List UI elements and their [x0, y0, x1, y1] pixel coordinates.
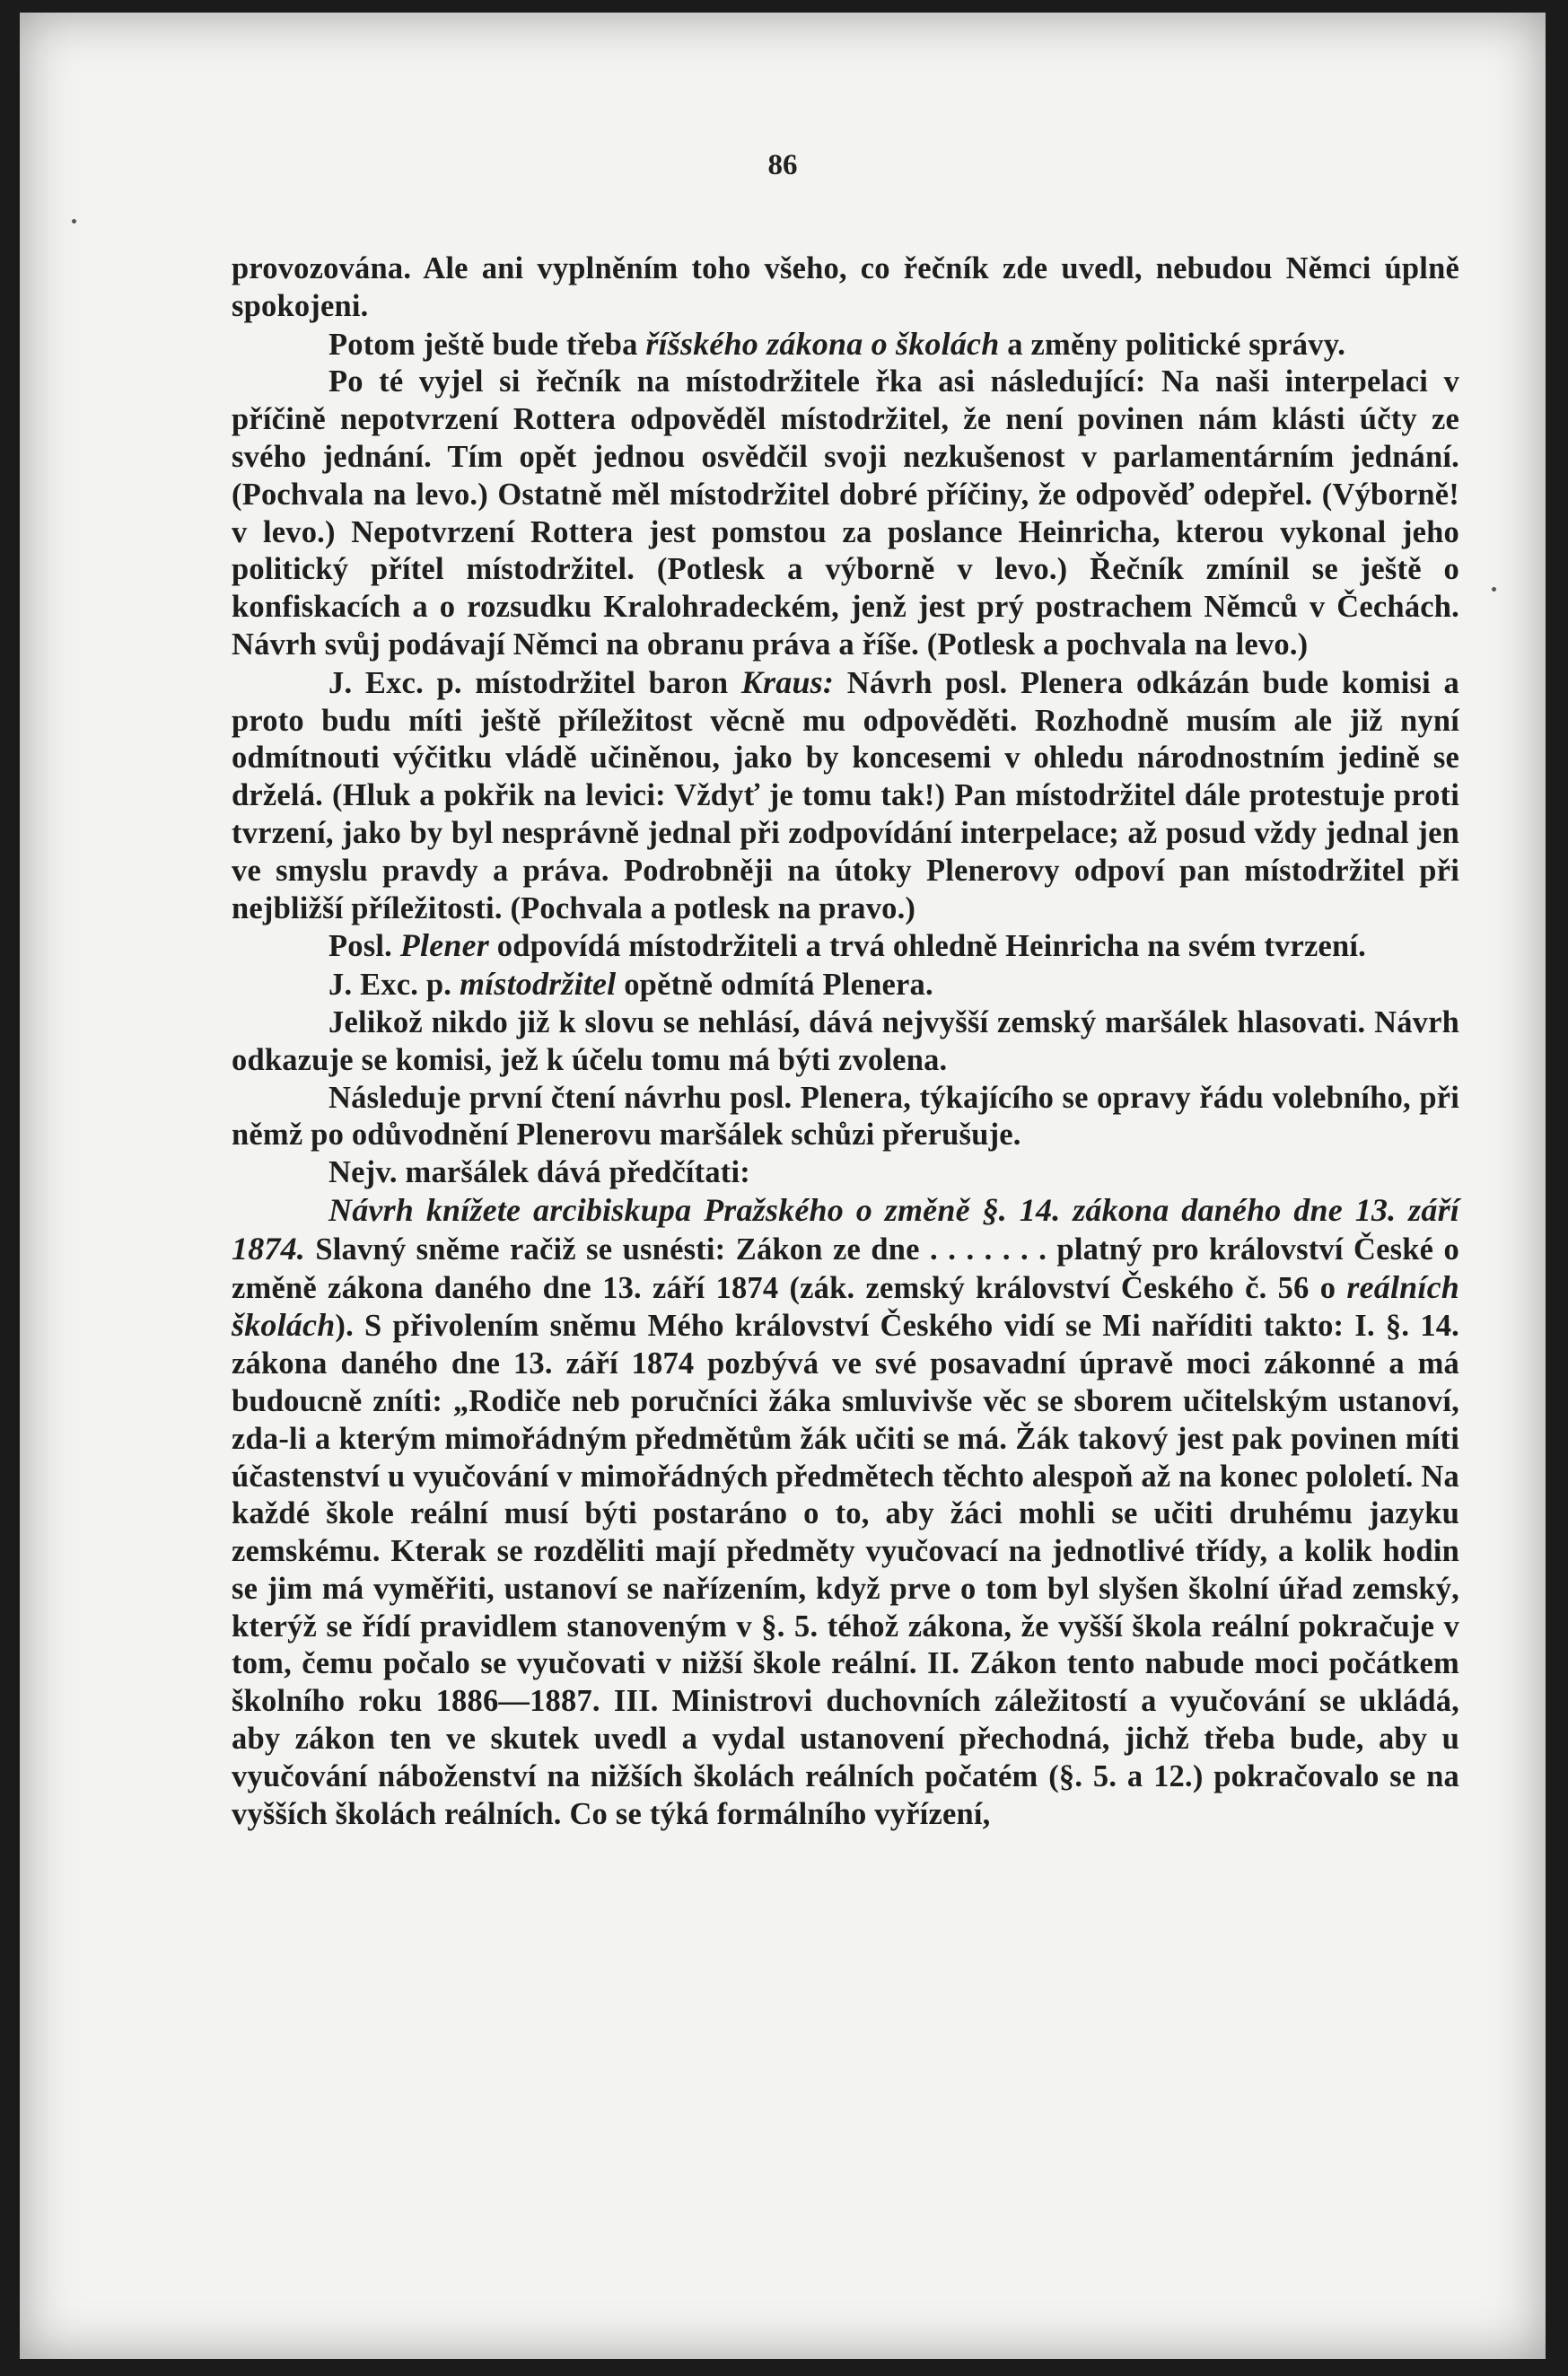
- paragraph: [232, 1154, 1459, 1192]
- text-run: Následuje první čtení návrhu posl. Plenera, týkajícího se opravy řádu volebního, při němž po odůvodnění Plenerovu maršálek schůzi přerušuje.: [232, 1080, 1459, 1153]
- italic-run: Kraus:: [740, 663, 835, 700]
- text-run: Jelikož nikdo již k slovu se nehlásí, dává nejvyšší zemský maršálek hlasovati. Návrh odkazuje se komisi, jež k účelu tomu má býti zvolena.: [232, 1004, 1459, 1077]
- italic-run: Plener: [399, 927, 489, 964]
- text-run: Slavný sněme račiž se usnésti: Zákon ze dne . . . . . . . platný pro království České o změně zákona daného dne 13. září 1874 (zák. zemský království Českého č. 56 o: [232, 1232, 1459, 1305]
- paragraph: [232, 326, 1459, 364]
- text-run: odpovídá místodržiteli a trvá ohledně Heinricha na svém tvrzení.: [488, 929, 1366, 964]
- italic-run: místodržitel: [459, 966, 617, 1003]
- ink-speck: [72, 219, 76, 224]
- paragraph: [232, 1004, 1459, 1080]
- text-run: Po té vyjel si řečník na místodržitele řka asi následující: Na naši interpelaci v příčině nepotvrzení Rottera odpověděl místodržitel, že není povinen nám klásti účty ze svého jednání. Tím opět jednou osvědčil svoji nezkušenost v parlamentárním jednání. (Pochvala na levo.) Ostatně měl místodržitel dobré příčiny, že odpověď odepřel. (Výborně! v levo.) Nepotvrzení Rottera jest pomstou za poslance Heinricha, kterou vykonal jeho politický přítel místodržitel. (Potlesk a výborně v levo.) Řečník zmínil se ještě o konfiskacích a o rozsudku Kralohradeckém, jenž jest prý postrachem Němců v Čechách. Návrh svůj podávají Němci na obranu práva a říše. (Potlesk a pochvala na levo.): [232, 364, 1459, 662]
- paragraph: [232, 364, 1459, 663]
- text-run: a změny politické správy.: [999, 327, 1346, 362]
- italic-run: říšského zákona o školách: [645, 325, 1000, 362]
- paragraph: [232, 966, 1459, 1004]
- paragraph: [232, 1192, 1459, 1834]
- text-run: Posl.: [328, 929, 400, 964]
- text-run: Nejv. maršálek dává předčítati:: [328, 1155, 750, 1190]
- text-run: provozována. Ale ani vyplněním toho všeho, co řečník zde uvedl, nebudou Němci úplně spokojeni.: [232, 251, 1459, 323]
- text-run: J. Exc. p.: [328, 968, 460, 1003]
- paragraph: [232, 1080, 1459, 1155]
- paragraph: [232, 664, 1459, 928]
- italic-run: Návrh knížete arcibiskupa Pražského o změně §. 14. zákona daného dne 13. září 1874.: [232, 1191, 1459, 1267]
- text-run: opětně odmítá Plenera.: [616, 968, 933, 1003]
- italic-run: reálních školách: [232, 1268, 1459, 1344]
- scanned-page: [20, 13, 1546, 2359]
- text-run: J. Exc. p. místodržitel baron: [328, 665, 741, 700]
- text-run: ). S přivolením sněmu Mého království Českého vidí se Mi naříditi takto: I. §. 14. zákona daného dne 13. září 1874 pozbývá ve své posavadní úpravě moci zákonné a má budoucně zníti: „Rodiče neb poručníci žáka smluvivše věc se sborem učitelským ustanoví, zda-li a kterým mimořádným předmětům žák učiti se má. Žák takový jest pak povinen míti účastenství u vyučování v mimořádných předmětech těchto alespoň až na konec pololetí. Na každé škole reální musí býti postaráno o to, aby žáci mohli se učiti druhému jazyku zemskému. Kterak se rozděliti mají předměty vyučovací na jednotlivé třídy, a kolik hodin se jim má vyměřiti, ustanoví se nařízením, když prve o tom byl slyšen školní úřad zemský, kterýž se řídí pravidlem stanoveným v §. 5. téhož zákona, že vyšší škola reální pokračuje v tom, čemu počalo se vyučovati v nižší škole reální. II. Zákon tento nabude moci počátkem školního roku 1886—1887. III. Ministrovi duchovních záležitostí a vyučování se ukládá, aby zákon ten ve skutek uvedl a vydal ustanovení přechodná, jichž třeba bude, aby u vyučování náboženství na nižších školách reálních počatém (§. 5. a 12.) pokračovalo se na vyšších školách reálních. Co se týká formálního vyřízení,: [232, 1309, 1459, 1831]
- paragraph: [232, 927, 1459, 966]
- body-text: [232, 250, 1459, 1833]
- paragraph: [232, 250, 1459, 326]
- text-run: Potom ještě bude třeba: [328, 327, 646, 362]
- text-run: Návrh posl. Plenera odkázán bude komisi a proto budu míti ještě příležitost věcně mu odpověděti. Rozhodně musím ale již nyní odmítnouti výčitku vládě učiněnou, jako by koncesemi v ohledu národnostním jedině se drželá. (Hluk a pokřik na levici: Vždyť je tomu tak!) Pan místodržitel dále protestuje proti tvrzení, jako by byl nesprávně jednal při zodpovídání interpelace; až posud vždy jednal jen ve smyslu pravdy a práva. Podrobněji na útoky Plenerovy odpoví pan místodržitel při nejbližší příležitosti. (Pochvala a potlesk na pravo.): [232, 665, 1459, 925]
- ink-speck: [1492, 587, 1496, 592]
- page-number: 86: [767, 149, 798, 181]
